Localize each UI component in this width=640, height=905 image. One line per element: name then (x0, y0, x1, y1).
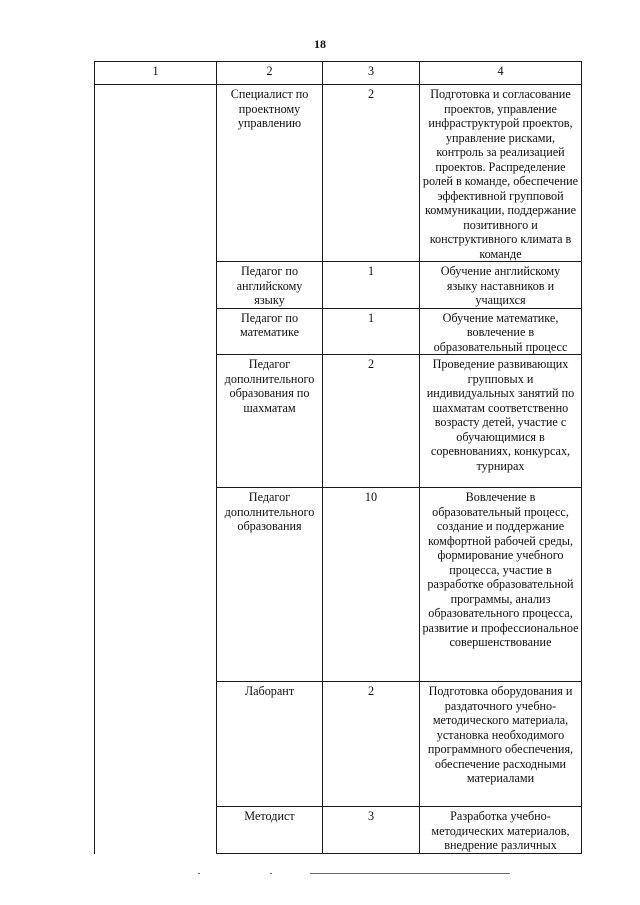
duties-cell (420, 355, 582, 488)
role-cell (217, 308, 323, 355)
column-header: 4 (420, 62, 582, 85)
duties-text: Вовлечение в образовательный процесс, создание и поддержание комфортной рабочей среды, формирование учебного процесса, участие в разработке образовательной программы, анализ образовательного процесса, развитие и профессиональное совершенствование (422, 490, 579, 649)
count-cell: 3 (323, 807, 420, 854)
scan-artifact-line (310, 873, 510, 874)
duties-cell (420, 807, 582, 854)
staff-table (94, 61, 582, 854)
role-text: Специалист по проектному управлению (230, 87, 309, 130)
role-cell (217, 488, 323, 682)
scan-artifact-dot (270, 873, 272, 874)
count-cell: 10 (323, 488, 420, 682)
role-cell (217, 682, 323, 807)
duties-text: Подготовка и согласование проектов, управление инфраструктурой проектов, управление рисками, контроль за реализацией проектов. Распределение ролей в команде, обеспечение эффективной групповой коммуникации, поддержание позитивного и конструктивного климата в команде (422, 87, 579, 261)
count-cell: 1 (323, 308, 420, 355)
duties-cell (420, 682, 582, 807)
duties-cell (420, 85, 582, 262)
count-cell: 2 (323, 682, 420, 807)
count-cell: 2 (323, 85, 420, 262)
duties-cell (420, 262, 582, 309)
duties-text: Разработка учебно-методических материалов, внедрение различных (431, 809, 570, 852)
role-cell (217, 807, 323, 854)
duties-text: Подготовка оборудования и раздаточного учебно-методического материала, установка необходимого программного обеспечения, обеспечение расходными материалами (427, 684, 574, 785)
role-text: Педагог по математике (239, 310, 300, 339)
duties-text: Обучение английскому языку наставников и учащихся (440, 264, 561, 307)
role-cell (217, 262, 323, 309)
column-header: 2 (217, 62, 323, 85)
role-cell (217, 85, 323, 262)
column-header: 1 (95, 62, 217, 85)
column-header: 3 (323, 62, 420, 85)
table-row (95, 85, 582, 262)
duties-text: Проведение развивающих групповых и индивидуальных занятий по шахматам соответственно возрасту детей, участие с обучающимися в соревнованиях, конкурсах, турнирах (426, 357, 575, 473)
duties-text: Обучение математике, вовлечение в образовательный процесс (433, 310, 568, 354)
role-cell (217, 355, 323, 488)
role-text: Педагог дополнительного образования (224, 490, 315, 533)
table-header-row (95, 62, 582, 85)
empty-first-column-cell (95, 85, 217, 854)
count-cell: 1 (323, 262, 420, 309)
role-text: Педагог дополнительного образования по шахматам (224, 357, 315, 415)
count-cell: 2 (323, 355, 420, 488)
duties-cell (420, 308, 582, 355)
duties-cell (420, 488, 582, 682)
role-text: Методист (244, 809, 295, 823)
role-text: Педагог по английскому языку (236, 264, 303, 307)
scan-artifact-dot (198, 873, 200, 874)
page-number: 18 (314, 37, 326, 51)
role-text: Лаборант (244, 684, 295, 698)
